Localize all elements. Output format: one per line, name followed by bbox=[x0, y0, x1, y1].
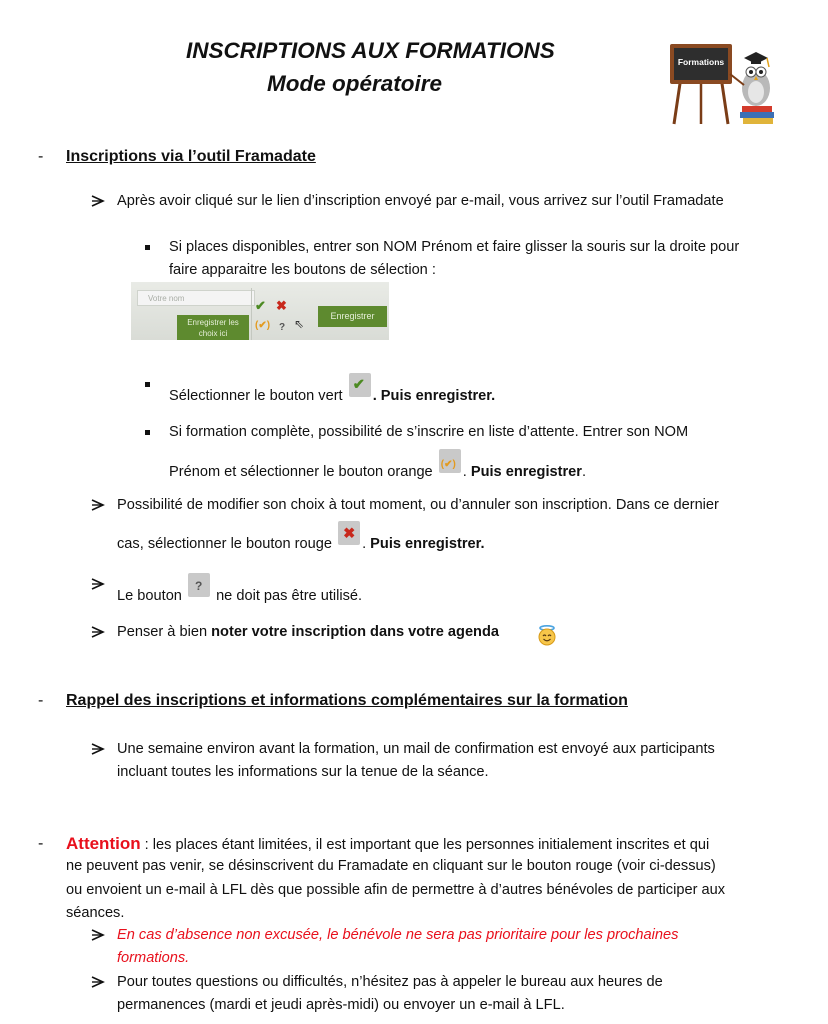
item-text: Pour toutes questions ou difficultés, n’hésitez pas à appeler le bureau aux heures de bbox=[117, 974, 663, 990]
item-part: Le bouton bbox=[117, 588, 182, 604]
framadate-screenshot bbox=[131, 282, 389, 340]
arrow-bullet-icon bbox=[91, 743, 105, 755]
item-text: Une semaine environ avant la formation, un mail de confirmation est envoyé aux participants bbox=[117, 741, 715, 757]
item-part: cas, sélectionner le bouton rouge bbox=[117, 536, 332, 552]
cursor-icon: ⇖ bbox=[294, 317, 305, 331]
sub-item-text: Si formation complète, possibilité de s’inscrire en liste d’attente. Entrer son NOM bbox=[169, 424, 689, 440]
attention-paragraph-line: séances. bbox=[66, 905, 125, 921]
cross-icon: ✖ bbox=[276, 298, 287, 313]
item-bold: noter votre inscription dans votre agenda bbox=[211, 624, 500, 640]
sub-item-bold: Puis enregistrer bbox=[470, 464, 582, 480]
maybe-icon: (✔) bbox=[255, 320, 271, 331]
item-text: Possibilité de modifier son choix à tout moment, ou d’annuler son inscription. Dans ce dernier bbox=[117, 497, 719, 513]
item-part: Penser à bien bbox=[117, 624, 212, 640]
section-dash: - bbox=[38, 148, 44, 165]
sub-item-part: Sélectionner le bouton vert bbox=[169, 388, 343, 404]
attention-paragraph-line: ou envoient un e-mail à LFL dès que possible afin de permettre à d’autres bénévoles de participer aux bbox=[66, 882, 726, 898]
square-bullet-icon bbox=[145, 430, 150, 435]
section-dash: - bbox=[38, 692, 44, 709]
attention-paragraph-line bbox=[66, 832, 709, 857]
question-icon: ? bbox=[188, 573, 210, 597]
page-title: INSCRIPTIONS AUX FORMATIONS bbox=[186, 38, 555, 63]
save-choices-line: Enregistrer les bbox=[187, 318, 239, 327]
square-bullet-icon bbox=[145, 382, 150, 387]
sub-item-text bbox=[169, 449, 586, 484]
check-icon: ✔ bbox=[255, 298, 266, 313]
arrow-bullet-icon bbox=[91, 499, 105, 511]
board-label: Formations bbox=[677, 57, 725, 67]
arrow-bullet-icon bbox=[91, 976, 105, 988]
save-choices-line: choix ici bbox=[198, 329, 228, 338]
sub-item-text bbox=[169, 373, 495, 408]
attention-text: : les places étant limitées, il est important que les personnes initialement inscrites et qui bbox=[140, 837, 710, 853]
item-text bbox=[117, 521, 485, 556]
name-field: Votre nom bbox=[137, 290, 255, 306]
arrow-bullet-icon bbox=[91, 626, 105, 638]
sub-item-part: . bbox=[462, 464, 471, 480]
divider bbox=[251, 288, 252, 340]
arrow-bullet-icon bbox=[91, 195, 105, 207]
section-dash: - bbox=[38, 835, 44, 852]
page-subtitle: Mode opératoire bbox=[267, 71, 443, 96]
item-bold: Puis enregistrer. bbox=[370, 536, 485, 552]
warning-text: En cas d’absence non excusée, le bénévole ne sera pas prioritaire pour les prochaines bbox=[117, 927, 679, 943]
warning-text: formations. bbox=[117, 950, 190, 966]
section-heading-reminder: Rappel des inscriptions et informations complémentaires sur la formation bbox=[66, 692, 628, 709]
maybe-icon: (✔) bbox=[439, 449, 461, 473]
save-button: Enregistrer bbox=[318, 306, 387, 327]
item-text: Après avoir cliqué sur le lien d’inscription envoyé par e-mail, vous arrivez sur l’outil Framadate bbox=[117, 193, 724, 209]
arrow-bullet-icon bbox=[91, 578, 105, 590]
save-choices-button bbox=[177, 315, 249, 340]
attention-label: Attention bbox=[66, 834, 141, 853]
check-icon: ✔ bbox=[349, 373, 371, 397]
attention-paragraph-line: ne peuvent pas venir, se désinscrivent du Framadate en cliquant sur le bouton rouge (voir ci-dessus) bbox=[66, 858, 716, 874]
question-icon: ? bbox=[279, 322, 286, 333]
sub-item-part: Prénom et sélectionner le bouton orange bbox=[169, 464, 433, 480]
cross-icon: ✖ bbox=[338, 521, 360, 545]
item-text bbox=[117, 573, 362, 608]
sub-item-text: faire apparaitre les boutons de sélection : bbox=[169, 262, 436, 278]
sub-item-text: Si places disponibles, entrer son NOM Prénom et faire glisser la souris sur la droite pour bbox=[169, 239, 740, 255]
sub-item-part: . bbox=[581, 464, 587, 480]
item-text bbox=[117, 621, 499, 644]
item-text: incluant toutes les informations sur la tenue de la séance. bbox=[117, 764, 489, 780]
emoji-halo-icon bbox=[536, 624, 558, 650]
item-text: permanences (mardi et jeudi après-midi) ou envoyer un e-mail à LFL. bbox=[117, 997, 565, 1013]
sub-item-bold: . Puis enregistrer. bbox=[372, 388, 496, 404]
item-part: . bbox=[362, 536, 371, 552]
section-heading-framadate: Inscriptions via l’outil Framadate bbox=[66, 148, 316, 165]
item-part: ne doit pas être utilisé. bbox=[216, 588, 363, 604]
square-bullet-icon bbox=[145, 245, 150, 250]
arrow-bullet-icon bbox=[91, 929, 105, 941]
owl-teacher-illustration bbox=[668, 30, 782, 126]
